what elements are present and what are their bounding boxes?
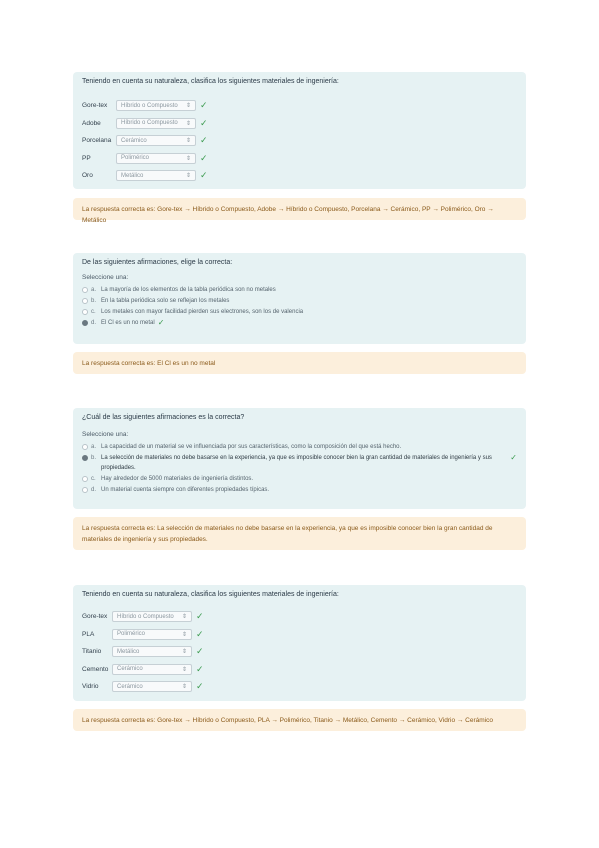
check-icon: ✓ <box>200 117 208 128</box>
option-text: Un material cuenta siempre con diferentes propiedades típicas. <box>101 487 270 493</box>
select-value: Cerámico <box>117 683 143 690</box>
radio-button[interactable] <box>82 487 88 493</box>
match-label: Cemento <box>82 665 109 673</box>
radio-button[interactable] <box>82 320 88 326</box>
select-value: Polimérico <box>121 155 150 161</box>
question-2 <box>73 253 526 344</box>
question-text: Teniendo en cuenta su naturaleza, clasifica los siguientes materiales de ingeniería: <box>82 591 339 598</box>
option-letter: c. <box>91 476 96 482</box>
match-select[interactable] <box>116 153 196 164</box>
select-value: Metálico <box>117 648 140 655</box>
updown-arrow-icon: ⇕ <box>185 155 191 162</box>
check-icon: ✓ <box>200 135 208 145</box>
match-row <box>82 678 517 695</box>
match-label: PLA <box>82 630 95 638</box>
updown-arrow-icon: ⇕ <box>185 138 191 144</box>
option-letter: b. <box>91 455 97 461</box>
radio-button[interactable] <box>82 298 88 304</box>
match-label: Porcelana <box>82 137 112 144</box>
match-row <box>82 150 517 167</box>
question-text: De las siguientes afirmaciones, elige la correcta: <box>82 259 233 266</box>
updown-arrow-icon: ⇕ <box>181 684 187 690</box>
answer-option[interactable] <box>82 485 517 495</box>
match-label: Gore-tex <box>82 102 108 109</box>
select-value: Metálico <box>121 172 144 179</box>
match-select[interactable] <box>112 646 192 657</box>
match-row <box>82 115 517 132</box>
match-row <box>82 97 517 114</box>
answer-option[interactable] <box>82 296 517 306</box>
radio-button[interactable] <box>82 476 88 482</box>
updown-arrow-icon: ⇕ <box>185 103 191 109</box>
select-value: Híbrido o Compuesto <box>121 102 178 109</box>
feedback-text: La respuesta correcta es: Gore-tex → Híbrido o Compuesto, PLA → Polimérico, Titanio → Metálico, Cemento → Cerámico, Vidrio → Cerámico <box>82 717 493 724</box>
option-text: La capacidad de un material se ve influenciada por sus características, como la composición del que está hecho. <box>101 444 402 450</box>
option-text: El Cl es un no metal <box>101 320 155 326</box>
answer-option[interactable] <box>82 453 517 473</box>
check-icon: ✓ <box>510 453 517 462</box>
check-icon: ✓ <box>196 611 204 621</box>
match-row <box>82 626 517 643</box>
updown-arrow-icon: ⇕ <box>181 631 187 638</box>
feedback-3 <box>73 517 526 550</box>
updown-arrow-icon: ⇕ <box>185 173 191 179</box>
question-4 <box>73 585 526 701</box>
match-label: Adobe <box>82 119 101 127</box>
match-select[interactable] <box>112 611 192 622</box>
match-select[interactable] <box>112 664 192 675</box>
match-select[interactable] <box>116 100 196 111</box>
select-value: Cerámico <box>117 666 143 672</box>
match-row <box>82 132 517 149</box>
feedback-2 <box>73 352 526 374</box>
match-label: Titanio <box>82 648 102 655</box>
option-text: Hay alrededor de 5000 materiales de ingeniería distintos. <box>101 476 254 482</box>
radio-button[interactable] <box>82 309 88 315</box>
match-label: Gore-tex <box>82 613 108 620</box>
option-letter: b. <box>91 298 97 304</box>
updown-arrow-icon: ⇕ <box>185 120 191 127</box>
radio-button[interactable] <box>82 444 88 450</box>
match-select[interactable] <box>116 170 196 181</box>
select-value: Cerámico <box>121 137 147 144</box>
option-letter: d. <box>91 487 97 493</box>
question-1 <box>73 72 526 189</box>
answer-option[interactable] <box>82 474 517 484</box>
match-select[interactable] <box>116 118 196 129</box>
option-text: Los metales con mayor facilidad pierden sus electrones, son los de valencia <box>101 309 304 315</box>
check-icon: ✓ <box>196 628 204 639</box>
match-label: Oro <box>82 172 93 179</box>
match-row <box>82 643 517 660</box>
feedback-text: La respuesta correcta es: Gore-tex → Híbrido o Compuesto, Adobe → Híbrido o Compuesto, Porcelana → Cerámico, PP → Polimérico, Oro → Metálico <box>82 206 494 224</box>
answer-option[interactable] <box>82 285 517 295</box>
check-icon: ✓ <box>157 318 165 327</box>
feedback-text: La respuesta correcta es: La selección de materiales no debe basarse en la experiencia, ya que es imposible conocer bien la gran cantidad de materiales de ingeniería y sus propiedades. <box>82 525 493 543</box>
option-text: En la tabla periódica solo se reflejan los metales <box>101 298 230 304</box>
select-value: Híbrido o Compuesto <box>117 613 174 620</box>
option-letter: a. <box>91 444 97 450</box>
select-value: Polimérico <box>117 631 146 637</box>
updown-arrow-icon: ⇕ <box>181 666 187 673</box>
select-one-label: Seleccione una: <box>82 431 129 438</box>
updown-arrow-icon: ⇕ <box>181 614 187 620</box>
feedback-1 <box>73 198 526 224</box>
answer-option[interactable] <box>82 318 517 328</box>
answer-option[interactable] <box>82 307 517 317</box>
check-icon: ✓ <box>196 681 204 691</box>
match-row <box>82 608 517 625</box>
check-icon: ✓ <box>200 152 208 163</box>
question-3 <box>73 408 526 509</box>
match-select[interactable] <box>116 135 196 146</box>
select-value: Híbrido o Compuesto <box>121 120 178 126</box>
match-row <box>82 661 517 678</box>
match-row <box>82 167 517 184</box>
match-label: PP <box>82 154 91 162</box>
updown-arrow-icon: ⇕ <box>181 649 187 655</box>
option-letter: a. <box>91 287 97 293</box>
option-text: La mayoría de los elementos de la tabla periódica son no metales <box>101 287 276 293</box>
feedback-4 <box>73 709 526 731</box>
check-icon: ✓ <box>200 170 208 180</box>
check-icon: ✓ <box>196 663 204 674</box>
radio-button[interactable] <box>82 455 88 461</box>
check-icon: ✓ <box>200 100 208 110</box>
feedback-text: La respuesta correcta es: El Cl es un no metal <box>82 360 216 367</box>
radio-button[interactable] <box>82 287 88 293</box>
answer-option[interactable] <box>82 442 517 452</box>
option-letter: d. <box>91 320 97 326</box>
option-text: La selección de materiales no debe basarse en la experiencia, ya que es imposible conocer bien la gran cantidad de materiales de ingeniería y sus propiedades. <box>101 455 492 471</box>
question-text: Teniendo en cuenta su naturaleza, clasifica los siguientes materiales de ingeniería: <box>82 78 339 85</box>
question-text: ¿Cuál de las siguientes afirmaciones es la correcta? <box>82 414 245 421</box>
match-label: Vidrio <box>82 683 99 690</box>
match-select[interactable] <box>112 681 192 692</box>
option-letter: c. <box>91 309 96 315</box>
match-select[interactable] <box>112 629 192 640</box>
check-icon: ✓ <box>196 646 204 656</box>
select-one-label: Seleccione una: <box>82 274 129 281</box>
